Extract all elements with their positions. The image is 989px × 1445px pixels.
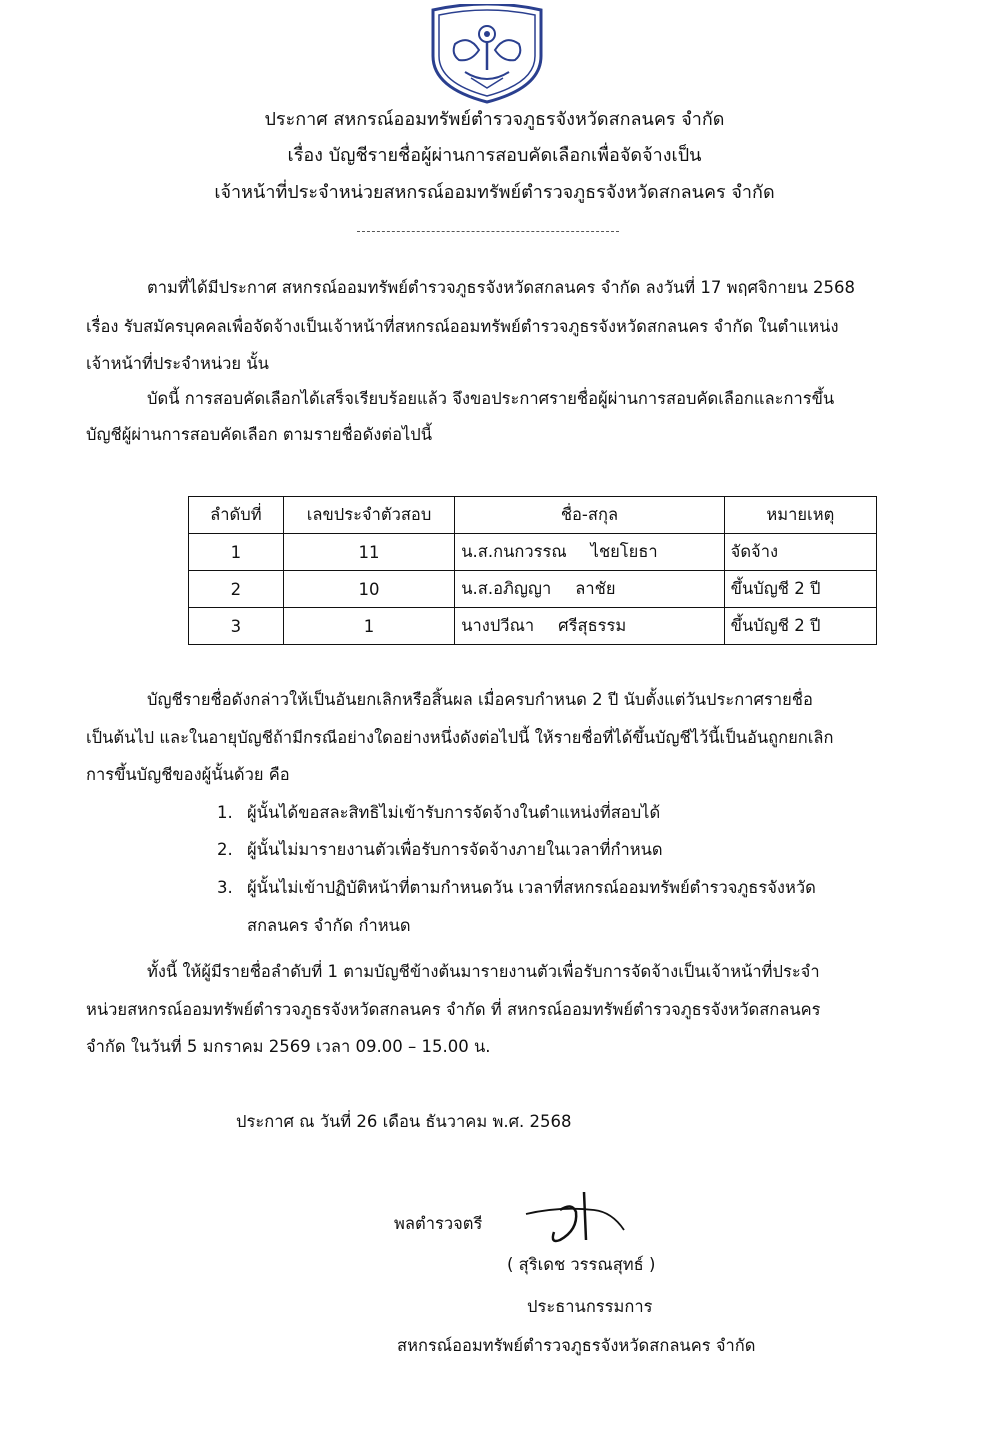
- row-note: ขึ้นบัญชี 2 ปี: [724, 571, 876, 608]
- signature-mark: [520, 1190, 630, 1246]
- signatory-name: ( สุริเดช วรรณสุทธ์ ): [507, 1255, 656, 1274]
- row-note: จัดจ้าง: [724, 534, 876, 571]
- report-line1: ทั้งนี้ ให้ผู้มีรายชื่อลำดับที่ 1 ตามบัญชีข้างต้นมารายงานตัวเพื่อรับการจัดจ้างเป็นเจ้าหน้าที่ประจำ: [147, 962, 820, 981]
- validity-line1: บัญชีรายชื่อดังกล่าวให้เป็นอันยกเลิกหรือสิ้นผล เมื่อครบกำหนด 2 ปี นับตั้งแต่วันประกาศรายชื่อ: [147, 690, 813, 709]
- para2-line1: บัดนี้ การสอบคัดเลือกได้เสร็จเรียบร้อยแล้ว จึงขอประกาศรายชื่อผู้ผ่านการสอบคัดเลือกและการขึ้น: [147, 389, 835, 408]
- row-first-name: น.ส.กนกวรรณ: [461, 542, 567, 561]
- row-last-name: ศรีสุธรรม: [558, 616, 627, 635]
- validity-line2: เป็นต้นไป และในอายุบัญชีถ้ามีกรณีอย่างใดอย่างหนึ่งดังต่อไปนี้ ให้รายชื่อที่ได้ขึ้นบัญชีไว้นี้เป็นอันถูกยกเลิก: [86, 728, 834, 747]
- subject-line-cont: เจ้าหน้าที่ประจำหน่วยสหกรณ์ออมทรัพย์ตำรวจภูธรจังหวัดสกลนคร จำกัด: [214, 182, 775, 203]
- list-item: [217, 838, 663, 862]
- table-row: [189, 608, 877, 645]
- row-first-name: นางปวีณา: [461, 616, 535, 635]
- announce-date: ประกาศ ณ วันที่ 26 เดือน ธันวาคม พ.ศ. 2568: [236, 1112, 572, 1131]
- row-name: [455, 534, 724, 571]
- title-divider: [357, 231, 619, 232]
- validity-line3: การขึ้นบัญชีของผู้นั้นด้วย คือ: [86, 765, 290, 784]
- row-first-name: น.ส.อภิญญา: [461, 579, 552, 598]
- report-line2: หน่วยสหกรณ์ออมทรัพย์ตำรวจภูธรจังหวัดสกลนคร จำกัด ที่ สหกรณ์ออมทรัพย์ตำรวจภูธรจังหวัดสกลนคร: [86, 1000, 821, 1019]
- row-exam-no: 11: [283, 534, 454, 571]
- row-name: [455, 608, 724, 645]
- row-last-name: ไชยโยธา: [590, 542, 658, 561]
- list-item: [217, 801, 660, 825]
- list-text: ผู้นั้นได้ขอสละสิทธิไม่เข้ารับการจัดจ้างในตำแหน่งที่สอบได้: [247, 803, 661, 822]
- results-table: [188, 496, 877, 645]
- list-number: 3.: [217, 878, 233, 897]
- row-order: 3: [189, 608, 284, 645]
- table-row: [189, 571, 877, 608]
- signatory-rank: พลตำรวจตรี: [394, 1214, 483, 1233]
- row-order: 1: [189, 534, 284, 571]
- header-name: ชื่อ-สกุล: [455, 497, 724, 534]
- para1-line3: เจ้าหน้าที่ประจำหน่วย นั้น: [86, 354, 269, 373]
- row-order: 2: [189, 571, 284, 608]
- signatory-organization: สหกรณ์ออมทรัพย์ตำรวจภูธรจังหวัดสกลนคร จำกัด: [397, 1336, 756, 1355]
- para2-line2: บัญชีผู้ผ่านการสอบคัดเลือก ตามรายชื่อดังต่อไปนี้: [86, 425, 433, 444]
- header-exam-no: เลขประจำตัวสอบ: [283, 497, 454, 534]
- police-cooperative-emblem-icon: [425, 4, 549, 104]
- row-name: [455, 571, 724, 608]
- para1-line1: ตามที่ได้มีประกาศ สหกรณ์ออมทรัพย์ตำรวจภูธรจังหวัดสกลนคร จำกัด ลงวันที่ 17 พฤศจิกายน 2568: [147, 278, 856, 297]
- header-note: หมายเหตุ: [724, 497, 876, 534]
- list-number: 2.: [217, 840, 233, 859]
- list-number: 1.: [217, 803, 233, 822]
- table-row: [189, 534, 877, 571]
- row-last-name: ลาชัย: [575, 579, 616, 598]
- row-exam-no: 10: [283, 571, 454, 608]
- announcement-title: ประกาศ สหกรณ์ออมทรัพย์ตำรวจภูธรจังหวัดสกลนคร จำกัด: [264, 109, 725, 130]
- subject-line: เรื่อง บัญชีรายชื่อผู้ผ่านการสอบคัดเลือกเพื่อจัดจ้างเป็น: [287, 145, 702, 166]
- report-line3: จำกัด ในวันที่ 5 มกราคม 2569 เวลา 09.00 – 15.00 น.: [86, 1037, 491, 1056]
- list-text: ผู้นั้นไม่เข้าปฏิบัติหน้าที่ตามกำหนดวัน เวลาที่สหกรณ์ออมทรัพย์ตำรวจภูธรจังหวัด: [247, 878, 816, 897]
- list-item: [217, 876, 816, 900]
- list-item-3-cont: สกลนคร จำกัด กำหนด: [247, 916, 411, 935]
- signatory-position: ประธานกรรมการ: [527, 1297, 653, 1316]
- table-header-row: [189, 497, 877, 534]
- para1-line2: เรื่อง รับสมัครบุคคลเพื่อจัดจ้างเป็นเจ้าหน้าที่สหกรณ์ออมทรัพย์ตำรวจภูธรจังหวัดสกลนคร จำกัด ในตำแหน่ง: [86, 317, 839, 336]
- header-order: ลำดับที่: [189, 497, 284, 534]
- row-exam-no: 1: [283, 608, 454, 645]
- row-note: ขึ้นบัญชี 2 ปี: [724, 608, 876, 645]
- list-text: ผู้นั้นไม่มารายงานตัวเพื่อรับการจัดจ้างภายในเวลาที่กำหนด: [247, 840, 663, 859]
